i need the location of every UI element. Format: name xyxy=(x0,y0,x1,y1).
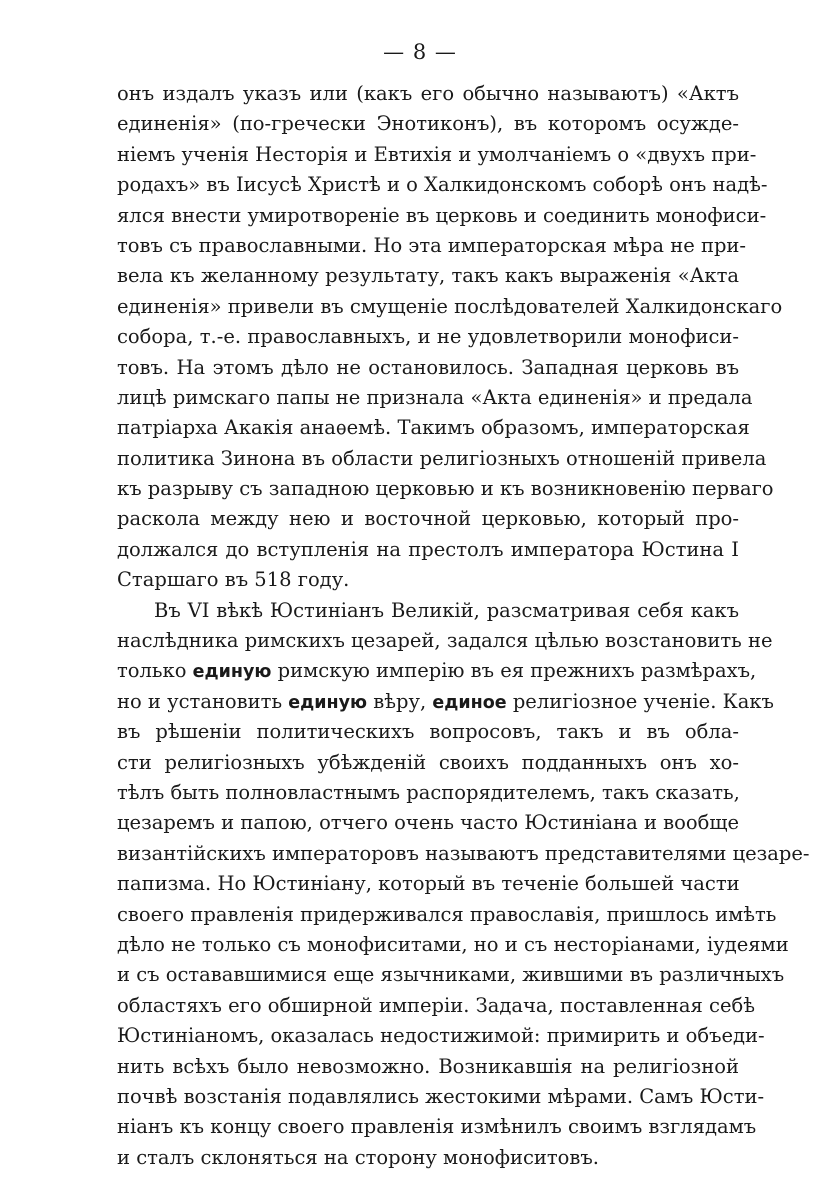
text-line: должался до вступленія на престолъ императора Юстина I xyxy=(117,537,739,561)
emphasized-word: единое xyxy=(432,692,507,713)
text-line: ялся внести умиротвореніе въ церковь и соединить монофиси- xyxy=(117,203,767,227)
text-line: дѣло не только съ монофиситами, но и съ несторіанами, іудеями xyxy=(117,932,789,956)
paragraph-1 xyxy=(117,79,783,596)
text-line: Въ VI вѣкѣ Юстиніанъ Великій, разсматривая себя какъ xyxy=(154,598,739,622)
text-run: религіозное ученіе. Какъ xyxy=(512,689,774,713)
text-line: къ разрыву съ западною церковью и къ возникновенію перваго xyxy=(117,477,774,501)
text-line: лицѣ римскаго папы не признала «Акта единенія» и предала xyxy=(117,385,753,409)
text-line: единенія» привели въ смущеніе послѣдователей Халкидонскаго xyxy=(117,294,783,318)
text-line: своего правленія придерживался православія, пришлось имѣть xyxy=(117,902,777,926)
text-line xyxy=(117,687,774,717)
text-line: сти религіозныхъ убѣжденій своихъ подданныхъ онъ хо- xyxy=(117,750,739,774)
text-line: Юстиніаномъ, оказалась недостижимой: примирить и объеди- xyxy=(117,1024,765,1048)
text-line: ніемъ ученія Несторія и Евтихія и умолчаніемъ о «двухъ при- xyxy=(117,142,757,166)
text-line: товъ съ православными. Но эта императорская мѣра не при- xyxy=(117,233,747,257)
text-line: папизма. Но Юстиніану, который въ теченіе большей части xyxy=(117,872,740,896)
text-line: раскола между нею и восточной церковью, который про- xyxy=(117,507,739,531)
text-run: только xyxy=(117,659,187,683)
text-line: ніанъ къ концу своего правленія измѣнилъ своимъ взглядамъ xyxy=(117,1115,757,1139)
text-line: собора, т.-е. православныхъ, и не удовлетворили монофиси- xyxy=(117,325,739,349)
text-line: тѣлъ быть полновластнымъ распорядителемъ, такъ сказать, xyxy=(117,780,740,804)
text-run: вѣру, xyxy=(373,689,427,713)
text-line: и сталъ склоняться на сторону монофиситовъ. xyxy=(117,1145,599,1169)
text-line: родахъ» въ Іисусѣ Христѣ и о Халкидонскомъ соборѣ онъ надѣ- xyxy=(117,173,768,197)
text-line: областяхъ его обширной имперіи. Задача, поставленная себѣ xyxy=(117,993,756,1017)
page-number: — 8 — xyxy=(383,40,457,64)
text-line: вела къ желанному результату, такъ какъ выраженія «Акта xyxy=(117,264,739,288)
text-line: Старшаго въ 518 году. xyxy=(117,568,350,592)
text-line: въ рѣшеніи политическихъ вопросовъ, такъ и въ обла- xyxy=(117,720,739,744)
text-line: нить всѣхъ было невозможно. Возникавшія на религіозной xyxy=(117,1054,739,1078)
paragraph-2 xyxy=(117,596,810,1173)
emphasized-word: единую xyxy=(288,692,368,713)
body-text xyxy=(117,79,810,1173)
text-line: онъ издалъ указъ или (какъ его обычно называютъ) «Актъ xyxy=(117,82,739,105)
text-line: политика Зинона въ области религіозныхъ отношеній привела xyxy=(117,446,767,470)
text-run: но и установить xyxy=(117,689,283,713)
text-line: и съ остававшимися еще язычниками, жившими въ различныхъ xyxy=(117,963,785,987)
text-line: товъ. На этомъ дѣло не остановилось. Западная церковь въ xyxy=(117,355,739,379)
text-line xyxy=(117,656,757,686)
text-line: цезаремъ и папою, отчего очень часто Юстиніана и вообще xyxy=(117,811,740,835)
text-line: патріарха Акакія анаѳемѣ. Такимъ образомъ, императорская xyxy=(117,416,750,440)
text-line: почвѣ возстанія подавлялись жестокими мѣрами. Самъ Юсти- xyxy=(117,1084,765,1108)
text-line: наслѣдника римскихъ цезарей, задался цѣлью возстановить не xyxy=(117,629,773,653)
text-run: римскую имперію въ ея прежнихъ размѣрахъ, xyxy=(277,659,757,683)
text-line: единенія» (по-гречески Энотиконъ), въ которомъ осужде- xyxy=(117,112,739,136)
text-line: византійскихъ императоровъ называютъ представителями цезаре- xyxy=(117,841,810,865)
emphasized-word: единую xyxy=(192,662,272,683)
